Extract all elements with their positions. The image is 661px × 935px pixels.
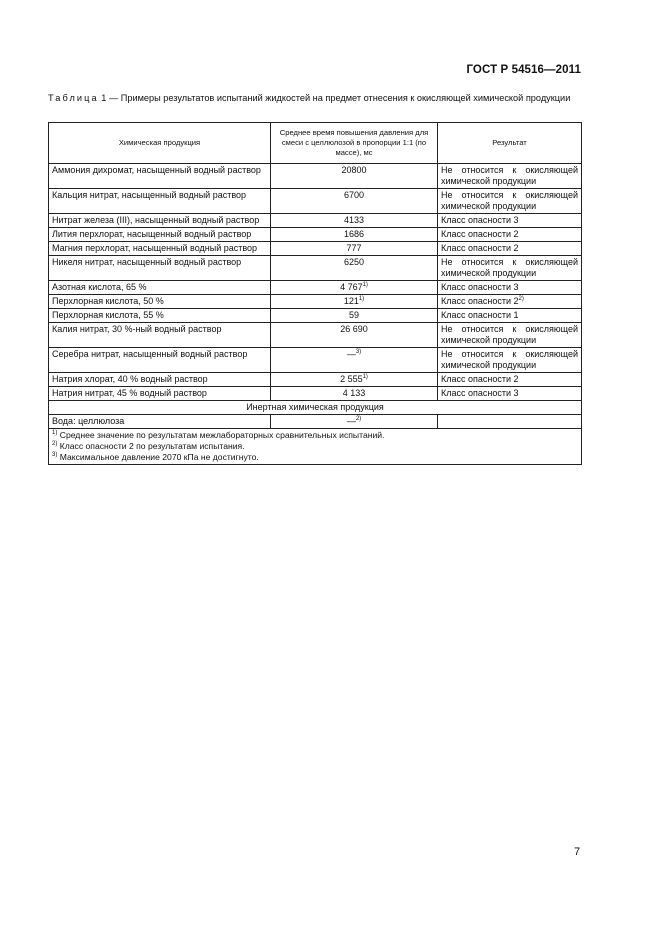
cell-result-text: Класс опасности 2 [441,243,519,253]
cell-result [438,164,582,189]
table-row [49,323,582,348]
footnote-mark: 1) [362,374,368,380]
cell-product [49,164,271,189]
cell-time-text: 59 [348,310,359,320]
cell-result-text: Не относится к окисляющей химической продукции [441,349,578,370]
table-body [49,164,582,465]
cell-result-text: Не относится к окисляющей химической продукции [441,324,578,345]
cell-product [49,256,271,281]
cell-time-text: 4 133 [342,388,366,398]
cell-time-text: 4 767 [340,282,363,292]
cell-product [49,242,271,256]
footnote-mark: 3) [355,349,362,355]
table-row [49,242,582,256]
cell-time [271,189,438,214]
notes-row [49,429,582,465]
cell-product [49,295,271,309]
footnote-mark: 1) [358,296,365,302]
cell-result [438,242,582,256]
cell-time [271,373,438,387]
table-header-row [49,123,582,164]
cell-product-text: Вода: целлюлоза [52,416,125,426]
cell-product-text: Азотная кислота, 65 % [52,282,147,292]
cell-result [438,256,582,281]
cell-result [438,387,582,401]
cell-result-text: Класс опасности 2 [441,374,519,384]
page-number: 7 [574,846,581,858]
table-row [49,164,582,189]
footnote-mark: 2) [518,296,524,302]
table-row [49,228,582,242]
column-header-time: Среднее время повышения давления для смеси с целлюлозой в пропорции 1:1 (по массе), мс [271,123,438,164]
cell-result [438,323,582,348]
cell-time-text: 26 690 [340,324,368,334]
footnote [52,452,578,463]
document-code: ГОСТ Р 54516—2011 [466,64,581,76]
cell-product [49,348,271,373]
table-row [49,214,582,228]
cell-product [49,323,271,348]
footnote-mark: 1) [52,430,58,436]
cell-product [49,189,271,214]
table-caption-title: — Примеры результатов испытаний жидкостей на предмет отнесения к окисляющей химической продукции [108,93,571,103]
footnotes [49,429,582,465]
table-row [49,295,582,309]
cell-product-text: Никеля нитрат, насыщенный водный раствор [52,257,242,267]
cell-time-text: 20800 [341,165,367,175]
cell-product [49,281,271,295]
footnote [52,430,578,441]
cell-product [49,387,271,401]
footnote [52,441,578,452]
cell-product [49,373,271,387]
cell-time [271,242,438,256]
table-row [49,189,582,214]
cell-result-text: Класс опасности 3 [441,388,519,398]
cell-time-text: 1686 [343,229,365,239]
cell-result-text: Класс опасности 2 [441,229,519,239]
cell-result [438,189,582,214]
table-row [49,281,582,295]
table-row [49,309,582,323]
cell-time [271,214,438,228]
cell-product-text: Натрия нитрат, 45 % водный раствор [52,388,207,398]
table-caption-number: 1 [101,93,107,103]
cell-time-text: 121 [343,296,359,306]
cell-time-text: — [346,416,356,426]
cell-product-text: Калия нитрат, 30 %-ный водный раствор [52,324,222,334]
cell-product [49,214,271,228]
cell-result [438,415,582,429]
footnote-mark: 2) [52,441,58,447]
cell-time [271,281,438,295]
cell-result [438,309,582,323]
cell-time [271,415,438,429]
cell-result-text: Не относится к окисляющей химической продукции [441,165,578,186]
table-row [49,373,582,387]
cell-time [271,348,438,373]
footnote-mark: 1) [362,282,368,288]
footnote-text: Класс опасности 2 по результатам испытания. [59,441,245,451]
cell-product [49,309,271,323]
cell-result [438,228,582,242]
table-row [49,256,582,281]
footnote-text: Среднее значение по результатам межлабораторных сравнительных испытаний. [59,430,385,440]
cell-product-text: Перхлорная кислота, 50 % [52,296,164,306]
cell-result-text: Не относится к окисляющей химической продукции [441,257,578,278]
column-header-result: Результат [438,123,582,164]
footnote-mark: 3) [52,452,58,458]
cell-product-text: Аммония дихромат, насыщенный водный раствор [52,165,261,175]
cell-result [438,214,582,228]
cell-time [271,387,438,401]
table-row [49,348,582,373]
cell-result [438,281,582,295]
cell-result-text: Не относится к окисляющей химической продукции [441,190,578,211]
cell-result-text: Класс опасности 3 [441,215,519,225]
cell-product [49,415,271,429]
section-inert-heading: Инертная химическая продукция [49,401,582,415]
column-header-product: Химическая продукция [49,123,271,164]
results-table [48,122,582,465]
cell-product [49,228,271,242]
cell-product-text: Кальция нитрат, насыщенный водный раствор [52,190,247,200]
cell-result [438,373,582,387]
cell-time-text: 6700 [343,190,365,200]
cell-product-text: Нитрат железа (III), насыщенный водный раствор [52,215,260,225]
section-row [49,401,582,415]
cell-result [438,348,582,373]
table-row [49,415,582,429]
table-caption [48,93,588,104]
cell-time-text: 2 555 [340,374,363,384]
footnote-mark: 2) [355,416,362,422]
cell-time-text: 4133 [343,215,365,225]
cell-time-text: 6250 [343,257,365,267]
cell-result-text: Класс опасности 3 [441,282,519,292]
cell-time [271,256,438,281]
cell-product-text: Перхлорная кислота, 55 % [52,310,164,320]
table-caption-label: Таблица [48,93,99,103]
cell-result [438,295,582,309]
cell-product-text: Лития перхлорат, насыщенный водный раствор [52,229,252,239]
cell-product-text: Серебра нитрат, насыщенный водный раствор [52,349,248,359]
cell-time [271,164,438,189]
cell-result-text: Класс опасности 2 [441,296,519,306]
cell-product-text: Магния перхлорат, насыщенный водный раствор [52,243,258,253]
table-row [49,387,582,401]
cell-time [271,309,438,323]
footnote-text: Максимальное давление 2070 кПа не достигнуто. [59,452,259,462]
cell-product-text: Натрия хлорат, 40 % водный раствор [52,374,208,384]
cell-time [271,228,438,242]
cell-time [271,295,438,309]
cell-time-text: — [346,349,356,359]
cell-time-text: 777 [346,243,362,253]
cell-result-text: Класс опасности 1 [441,310,519,320]
cell-time [271,323,438,348]
